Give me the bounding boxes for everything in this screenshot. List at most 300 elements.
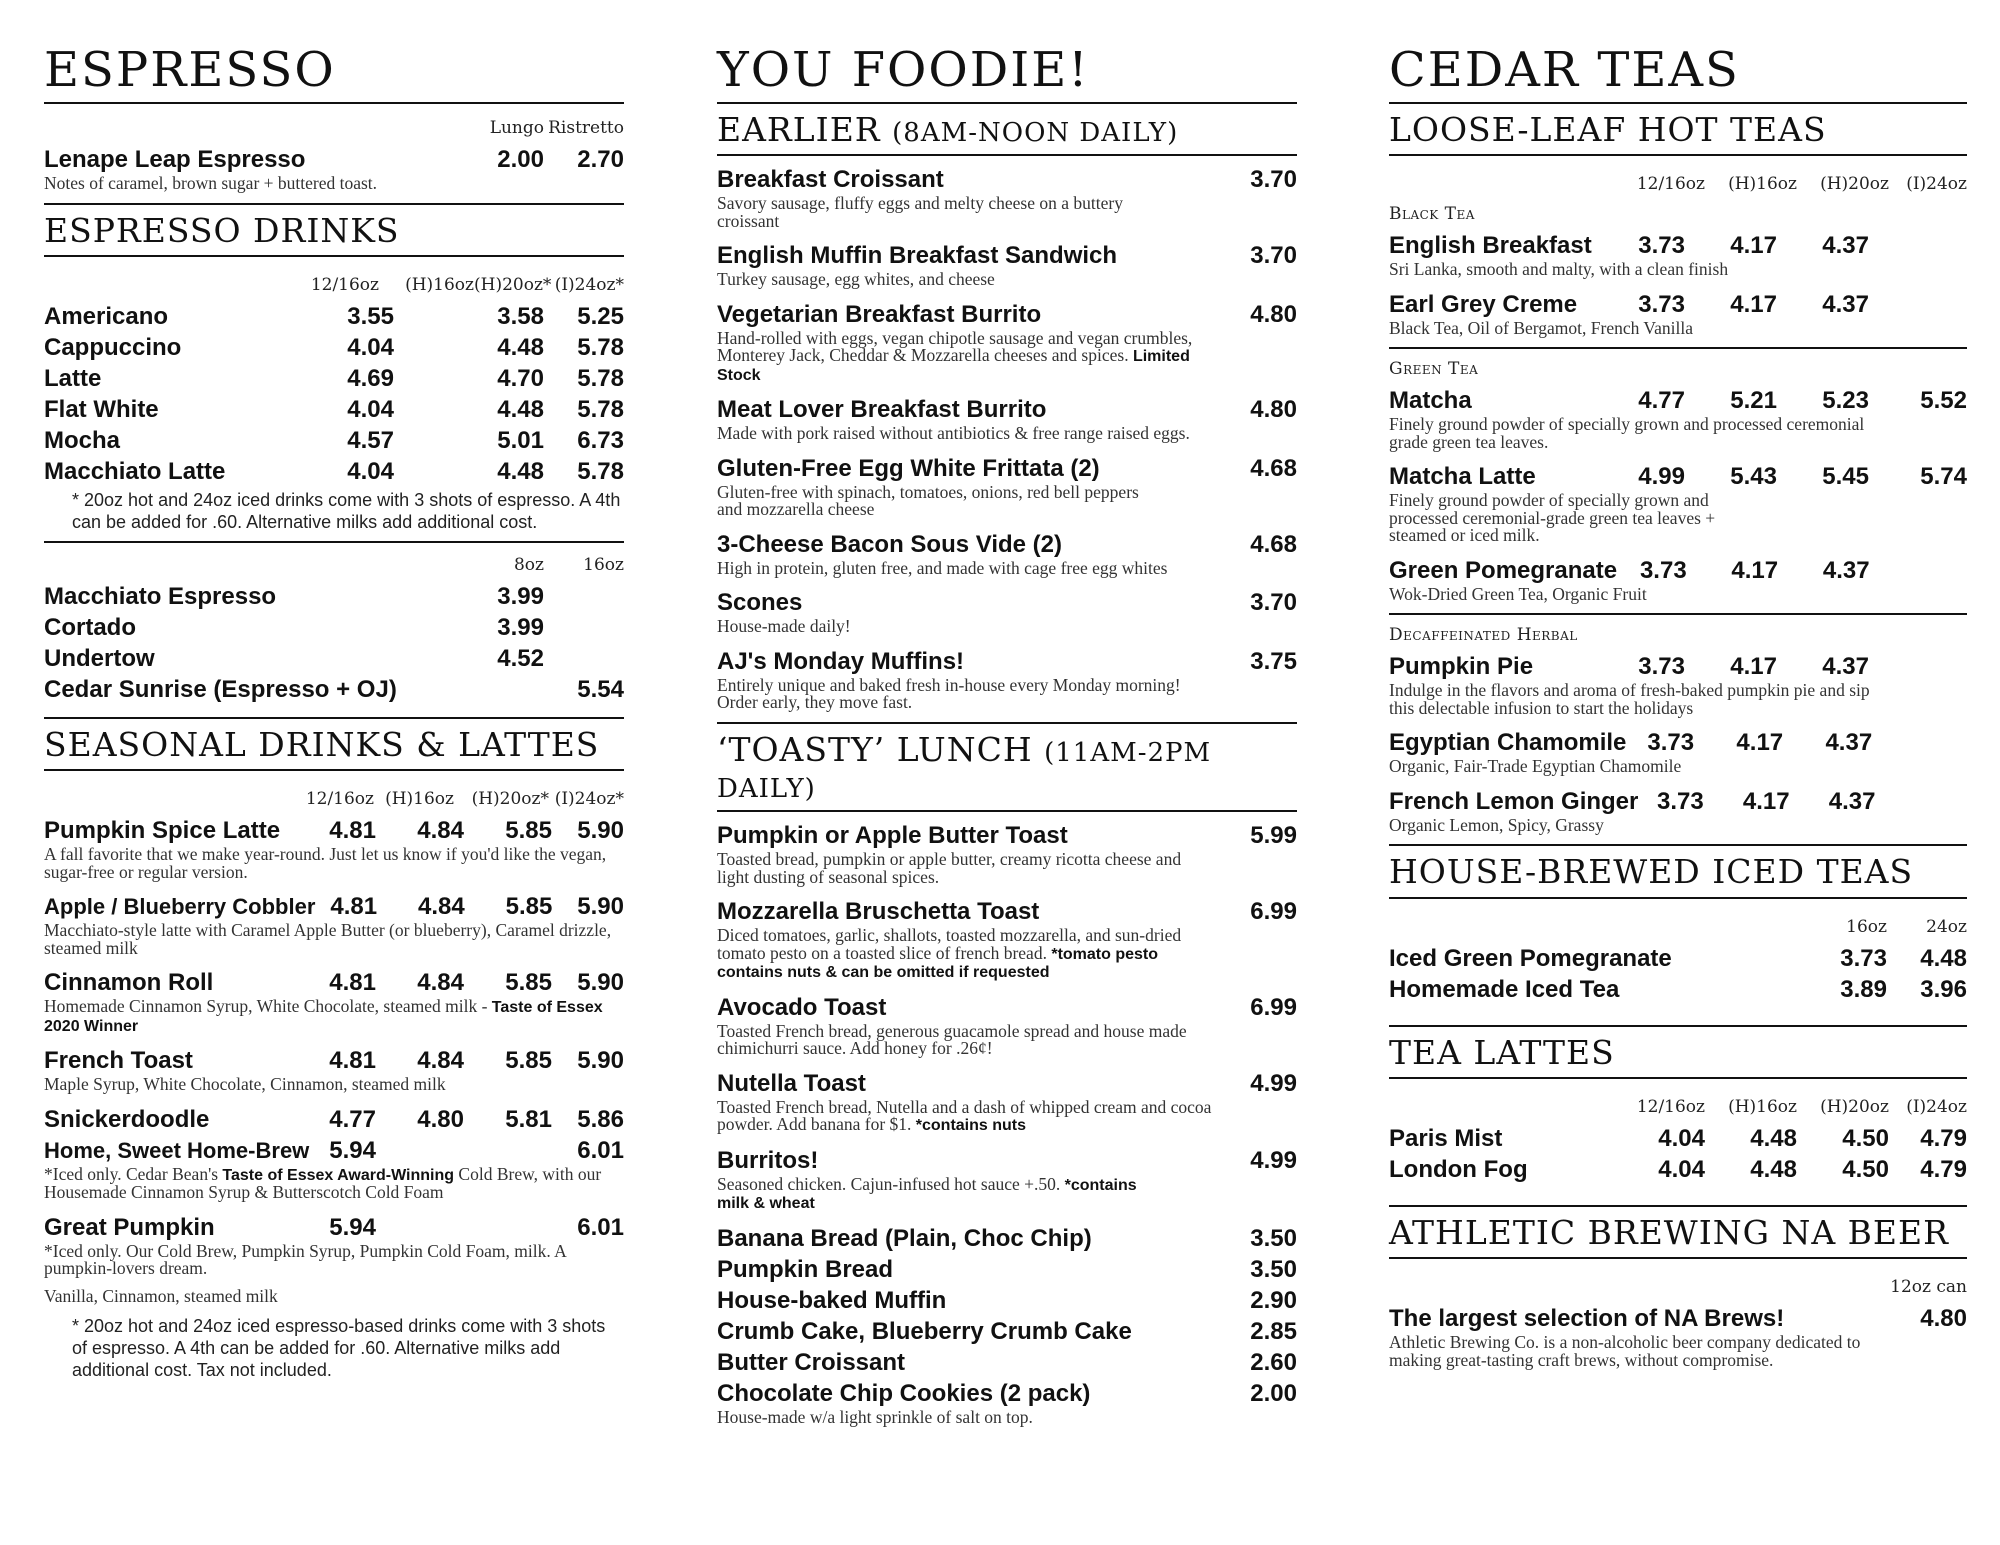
menu-item — [44, 456, 624, 487]
item-price: 3.70 — [1250, 242, 1297, 270]
menu-item — [44, 643, 624, 674]
item-name: Lenape Leap Espresso — [44, 146, 306, 173]
item-price: 4.77 — [329, 1105, 376, 1133]
item-price: 5.90 — [577, 1047, 624, 1075]
item-price: 4.84 — [417, 969, 464, 997]
size-label: (H)16oz — [1728, 174, 1797, 195]
description-text: Seasoned chicken. Cajun-infused hot sauce +.50. — [717, 1173, 1065, 1194]
item-name: Meat Lover Breakfast Burrito — [717, 396, 1047, 424]
na-beer-heading: ATHLETIC BREWING NA BEER — [1389, 1212, 1949, 1252]
item-name: Latte — [44, 364, 102, 392]
menu-item — [44, 581, 624, 612]
divider — [1389, 897, 1967, 899]
item-name: English Breakfast — [1389, 232, 1592, 260]
item-name: Pumpkin Bread — [717, 1255, 894, 1283]
item-price: 5.78 — [577, 364, 624, 392]
item-name: Nutella Toast — [717, 1069, 866, 1097]
item-description — [717, 1096, 1297, 1135]
section-hours: (8AM-NOON DAILY) — [892, 118, 1179, 148]
menu-item — [717, 1145, 1297, 1176]
size-label: 12/16oz — [305, 789, 374, 810]
item-description: House-made daily! — [717, 616, 851, 637]
item-price: 3.99 — [497, 613, 544, 641]
item-price: 4.04 — [1658, 1124, 1705, 1152]
size-label: Lungo — [489, 118, 544, 138]
item-name: Apple / Blueberry Cobbler — [44, 894, 316, 920]
item-price: 4.69 — [347, 364, 394, 392]
menu-item — [717, 453, 1297, 484]
item-price: 5.78 — [577, 333, 624, 361]
item-price: 5.90 — [577, 817, 624, 845]
description-text: Hand-rolled with eggs, vegan chipotle sausage and vegan crumbles, Monterey Jack, Cheddar & Mozzarella cheeses and spices. — [717, 327, 1193, 366]
section-title: ‘TOASTY’ LUNCH — [717, 729, 1033, 769]
description-text: Homemade Cinnamon Syrup, White Chocolate, steamed milk - — [44, 996, 492, 1017]
divider — [1389, 347, 1967, 349]
item-description — [44, 1163, 624, 1203]
size-header — [44, 789, 624, 809]
item-price: 4.84 — [418, 893, 465, 921]
size-label: Ristretto — [548, 118, 624, 138]
divider — [1389, 1205, 1967, 1207]
item-price: 4.04 — [347, 333, 394, 361]
bakery-item — [717, 1378, 1297, 1409]
size-label: (H)20oz* — [474, 274, 552, 295]
item-price: 4.84 — [417, 1047, 464, 1075]
item-name: Breakfast Croissant — [717, 166, 944, 194]
menu-item — [717, 646, 1297, 677]
item-price: 3.75 — [1250, 647, 1297, 675]
divider — [1389, 1077, 1967, 1079]
section-title: EARLIER — [717, 110, 881, 149]
item-price: 5.01 — [497, 426, 544, 454]
item-price: 4.37 — [1822, 653, 1869, 681]
menu-item — [717, 299, 1297, 330]
item-name: Cinnamon Roll — [44, 969, 214, 997]
menu-item — [1389, 289, 1967, 320]
item-name: Cedar Sunrise (Espresso + OJ) — [44, 675, 397, 703]
item-name: The largest selection of NA Brews! — [1389, 1305, 1785, 1333]
item-name: Mozzarella Bruschetta Toast — [717, 898, 1040, 926]
item-name: French Toast — [44, 1047, 193, 1075]
award-text: Taste of Essex Award-Winning — [222, 1166, 455, 1184]
menu-item — [1389, 1154, 1967, 1185]
item-description: Entirely unique and baked fresh in-house every Monday morning! Order early, they move fast. — [717, 674, 1181, 713]
item-price: 4.37 — [1822, 290, 1869, 318]
item-name: Macchiato Latte — [44, 457, 226, 485]
allergen-text: *contains nuts — [915, 1117, 1027, 1135]
item-price: 5.86 — [577, 1105, 624, 1133]
item-price: 4.99 — [1250, 1069, 1297, 1097]
item-name: Iced Green Pomegranate — [1389, 944, 1672, 972]
item-name: Matcha Latte — [1389, 463, 1536, 491]
item-name: Burritos! — [717, 1146, 819, 1174]
size-header — [1389, 174, 1967, 194]
size-label: 12oz can — [1890, 1277, 1967, 1298]
menu-item — [717, 820, 1297, 851]
item-price: 3.73 — [1638, 653, 1685, 681]
size-label: 12/16oz — [1636, 1096, 1705, 1117]
item-price: 4.17 — [1742, 787, 1790, 815]
item-price: 3.70 — [1250, 166, 1297, 194]
divider — [44, 769, 624, 771]
menu-item — [44, 301, 624, 332]
item-price: 4.48 — [1750, 1124, 1797, 1152]
item-price: 4.68 — [1250, 530, 1297, 558]
menu-item — [44, 967, 624, 998]
item-price: 6.73 — [577, 426, 624, 454]
item-name: London Fog — [1389, 1155, 1528, 1183]
menu-item — [44, 1135, 624, 1166]
item-price: 6.99 — [1250, 993, 1297, 1021]
item-price: 5.90 — [577, 893, 624, 921]
item-price: 3.58 — [497, 302, 544, 330]
item-price: 4.17 — [1730, 290, 1777, 318]
menu-item — [44, 363, 624, 394]
size-label: 12/16oz — [310, 274, 379, 295]
item-name: Earl Grey Creme — [1389, 290, 1578, 318]
item-price: 2.00 — [1250, 1379, 1297, 1407]
loose-leaf-heading: LOOSE-LEAF HOT TEAS — [1389, 110, 1827, 149]
item-price: 3.70 — [1250, 589, 1297, 617]
award-text: Taste of Essex 2020 Winner — [44, 999, 603, 1035]
item-name: Green Pomegranate — [1389, 556, 1618, 584]
menu-item — [44, 332, 624, 363]
item-name: Snickerdoodle — [44, 1105, 210, 1133]
size-label: (H)20oz — [1820, 174, 1889, 195]
size-header — [44, 555, 624, 575]
item-price: 4.48 — [497, 457, 544, 485]
item-price: 2.70 — [577, 146, 624, 173]
iced-teas-heading: HOUSE-BREWED ICED TEAS — [1389, 852, 1914, 892]
item-price: 4.04 — [1658, 1155, 1705, 1183]
item-price: 4.48 — [497, 333, 544, 361]
notice-text: Limited Stock — [717, 348, 1190, 384]
allergen-text: *tomato pesto contains nuts & can be omitted if requested — [717, 945, 1159, 982]
item-price: 4.99 — [1638, 463, 1685, 491]
section-hours: (11AM-2PM DAILY) — [717, 737, 1212, 805]
item-description: Toasted French bread, generous guacamole spread and house made chimichurri sauce. Add honey for .26¢! — [717, 1020, 1187, 1059]
item-description: Notes of caramel, brown sugar + buttered toast. — [44, 173, 378, 193]
item-description — [717, 927, 1297, 982]
size-label: (H)16oz — [405, 274, 474, 295]
item-description: Toasted bread, pumpkin or apple butter, creamy ricotta cheese and light dusting of seasonal spices. — [717, 849, 1182, 887]
item-price: 4.17 — [1730, 232, 1777, 260]
menu-item — [44, 144, 624, 175]
menu-item — [1389, 974, 1967, 1005]
item-description: High in protein, gluten free, and made with cage free egg whites — [717, 557, 1168, 578]
item-name: Crumb Cake, Blueberry Crumb Cake — [717, 1317, 1132, 1345]
item-price: 4.48 — [1920, 944, 1967, 972]
item-description: Vanilla, Cinnamon, steamed milk — [44, 1285, 278, 1306]
item-price: 4.04 — [347, 457, 394, 485]
item-description: Savory sausage, fluffy eggs and melty cheese on a buttery croissant — [717, 193, 1123, 231]
item-name: Cappuccino — [44, 333, 182, 361]
item-price: 3.55 — [347, 302, 394, 330]
divider — [717, 722, 1297, 724]
item-price: 5.43 — [1730, 463, 1777, 491]
bakery-item — [717, 1285, 1297, 1316]
size-header — [1389, 917, 1967, 937]
menu-item — [1389, 651, 1967, 682]
item-price: 3.50 — [1250, 1224, 1297, 1252]
size-header — [44, 275, 624, 295]
item-price: 3.73 — [1638, 290, 1685, 318]
menu-item — [44, 1045, 624, 1076]
divider — [1389, 154, 1967, 156]
item-price: 5.85 — [505, 817, 552, 845]
item-price: 5.90 — [577, 969, 624, 997]
item-name: House-baked Muffin — [717, 1286, 947, 1314]
item-description: Turkey sausage, egg whites, and cheese — [717, 269, 995, 290]
item-name: Chocolate Chip Cookies (2 pack) — [717, 1379, 1091, 1407]
item-description: Gluten-free with spinach, tomatoes, onions, red bell peppers and mozzarella cheese — [717, 481, 1139, 520]
item-name: AJ's Monday Muffins! — [717, 647, 965, 675]
tea-category: Black Tea — [1389, 204, 1475, 225]
item-name: Pumpkin or Apple Butter Toast — [717, 822, 1068, 850]
item-name: Macchiato Espresso — [44, 582, 277, 610]
item-price: 4.17 — [1736, 729, 1784, 757]
size-header — [44, 118, 624, 138]
item-price: 2.85 — [1250, 1317, 1297, 1345]
lunch-heading — [717, 729, 1297, 805]
item-price: 4.79 — [1920, 1155, 1967, 1183]
size-label: 12/16oz — [1636, 174, 1705, 195]
espresso-heading: ESPRESSO — [44, 42, 336, 98]
size-label: (I)24oz — [1906, 174, 1967, 195]
item-price: 4.37 — [1822, 556, 1870, 584]
item-price: 2.90 — [1250, 1286, 1297, 1314]
item-name: Scones — [717, 589, 803, 617]
bakery-item — [717, 1223, 1297, 1254]
item-price: 2.00 — [497, 146, 544, 173]
item-name: Undertow — [44, 644, 155, 672]
item-name: Pumpkin Pie — [1389, 653, 1534, 681]
size-label: (H)16oz — [385, 789, 454, 810]
menu-item — [1389, 727, 1967, 758]
menu-item — [44, 815, 624, 846]
divider — [717, 154, 1297, 156]
item-price: 5.99 — [1250, 822, 1297, 850]
item-price: 3.89 — [1840, 975, 1887, 1003]
menu-item — [717, 896, 1297, 927]
item-price: 5.81 — [505, 1105, 552, 1133]
item-price: 4.04 — [347, 395, 394, 423]
menu-item — [717, 394, 1297, 425]
item-price: 5.54 — [577, 675, 624, 703]
menu-item — [44, 1212, 624, 1243]
item-price: 5.85 — [505, 893, 553, 921]
item-price: 4.81 — [329, 817, 376, 845]
column-teas — [1389, 40, 1967, 1379]
item-name: Pumpkin Spice Latte — [44, 817, 281, 845]
menu-item — [44, 674, 624, 705]
item-price: 2.60 — [1250, 1348, 1297, 1376]
size-header — [1389, 1097, 1967, 1117]
item-price: 5.94 — [329, 1213, 376, 1241]
menu-item — [1389, 461, 1967, 492]
item-price: 3.73 — [1638, 232, 1685, 260]
item-price: 6.01 — [577, 1136, 624, 1164]
item-name: Vegetarian Breakfast Burrito — [717, 300, 1042, 328]
item-name: Mocha — [44, 426, 121, 454]
item-description: A fall favorite that we make year-round. Just let us know if you'd like the vegan, sugar-free or regular version. — [44, 844, 607, 882]
item-name: Paris Mist — [1389, 1124, 1503, 1152]
item-description: Indulge in the flavors and aroma of fresh-baked pumpkin pie and sip this delectable infusion to start the holidays — [1389, 680, 1870, 718]
menu-item — [717, 240, 1297, 271]
item-price: 4.80 — [1920, 1305, 1967, 1333]
divider — [44, 102, 624, 104]
menu-item — [44, 425, 624, 456]
size-label: (I)24oz* — [554, 274, 624, 295]
item-price: 4.37 — [1822, 232, 1869, 260]
item-name: Avocado Toast — [717, 993, 887, 1021]
item-description: Sri Lanka, smooth and malty, with a clean finish — [1389, 259, 1729, 280]
item-description: Macchiato-style latte with Caramel Apple Butter (or blueberry), Caramel drizzle, steamed milk — [44, 920, 612, 958]
item-price: 5.94 — [329, 1136, 376, 1164]
menu-item — [717, 164, 1297, 195]
item-price: 5.85 — [505, 969, 552, 997]
item-name: Banana Bread (Plain, Choc Chip) — [717, 1224, 1092, 1252]
item-price: 3.73 — [1657, 787, 1704, 815]
item-name: 3-Cheese Bacon Sous Vide (2) — [717, 530, 1062, 558]
item-description: Wok-Dried Green Tea, Organic Fruit — [1389, 583, 1647, 604]
size-label: (I)24oz — [1906, 1096, 1967, 1117]
item-price: 3.73 — [1647, 729, 1695, 757]
divider — [44, 255, 624, 257]
item-name: Matcha — [1389, 387, 1472, 415]
menu-item — [1389, 385, 1967, 416]
teas-heading: CEDAR TEAS — [1389, 42, 1740, 98]
item-price: 5.78 — [577, 395, 624, 423]
item-name: Gluten-Free Egg White Frittata (2) — [717, 454, 1100, 482]
item-price: 4.81 — [329, 1047, 376, 1075]
item-price: 4.70 — [497, 364, 544, 392]
item-price: 4.48 — [1750, 1155, 1797, 1183]
divider — [1389, 1257, 1967, 1259]
item-description: Athletic Brewing Co. is a non-alcoholic beer company dedicated to making great-tasting craft brews, without compromise. — [1389, 1332, 1861, 1370]
menu-item — [44, 891, 624, 922]
item-price: 4.48 — [497, 395, 544, 423]
menu-item — [1389, 943, 1967, 974]
item-name: Butter Croissant — [717, 1348, 906, 1376]
menu-item — [1389, 230, 1967, 261]
menu-item — [1389, 1303, 1967, 1334]
divider — [1389, 613, 1967, 615]
description-text: Cold Brew, with our Housemade Cinnamon Syrup & Butterscotch Cold Foam — [44, 1163, 602, 1203]
item-price: 5.52 — [1920, 387, 1967, 415]
item-description: Made with pork raised without antibiotics & free range raised eggs. — [717, 423, 1190, 444]
size-label: 16oz — [1846, 916, 1887, 937]
tea-lattes-heading: TEA LATTES — [1389, 1032, 1615, 1072]
item-name: French Lemon Ginger — [1389, 787, 1639, 815]
menu-item — [1389, 555, 1967, 586]
item-price: 3.96 — [1920, 975, 1967, 1003]
item-price: 4.84 — [417, 817, 464, 845]
footnote: * 20oz hot and 24oz iced espresso-based drinks come with 3 shots of espresso. A 4th can be added for .60. Alternative milks add additional cost. Tax not included. — [72, 1316, 606, 1381]
item-description: Finely ground powder of specially grown and processed ceremonial-grade green tea leaves + steamed or iced milk. — [1389, 490, 1716, 546]
item-name: Americano — [44, 302, 169, 330]
item-price: 4.80 — [1250, 300, 1297, 328]
size-label: (H)20oz* — [471, 789, 549, 810]
item-price: 6.01 — [577, 1213, 624, 1241]
item-description: House-made w/a light sprinkle of salt on top. — [717, 1406, 1033, 1427]
divider — [44, 717, 624, 719]
item-price: 4.17 — [1730, 653, 1777, 681]
item-description — [44, 998, 624, 1035]
tea-category: Decaffeinated Herbal — [1389, 625, 1578, 646]
item-price: 5.78 — [577, 457, 624, 485]
description-text: Toasted French bread, Nutella and a dash of whipped cream and cocoa powder. Add banana for $1. — [717, 1096, 1212, 1135]
column-food — [717, 40, 1297, 1436]
divider — [1389, 844, 1967, 846]
item-price: 3.73 — [1840, 944, 1887, 972]
menu-item — [44, 612, 624, 643]
menu-item — [44, 394, 624, 425]
item-name: Egyptian Chamomile — [1389, 729, 1627, 757]
divider — [717, 810, 1297, 812]
divider — [44, 203, 624, 205]
item-price: 4.68 — [1250, 454, 1297, 482]
menu-item — [717, 529, 1297, 560]
item-description: Organic, Fair-Trade Egyptian Chamomile — [1389, 756, 1682, 777]
item-description: *Iced only. Our Cold Brew, Pumpkin Syrup, Pumpkin Cold Foam, milk. A pumpkin-lovers dream. — [44, 1240, 566, 1279]
item-name: Home, Sweet Home-Brew — [44, 1137, 310, 1163]
item-description: Finely ground powder of specially grown and processed ceremonial grade green tea leaves. — [1389, 414, 1865, 452]
item-price: 6.99 — [1250, 898, 1297, 926]
item-price: 5.74 — [1920, 463, 1967, 491]
item-description — [717, 1173, 1297, 1213]
item-description: Black Tea, Oil of Bergamot, French Vanilla — [1389, 317, 1693, 338]
seasonal-heading: SEASONAL DRINKS & LATTES — [44, 724, 600, 764]
size-label: 8oz — [513, 554, 544, 575]
bakery-item — [717, 1254, 1297, 1285]
item-price: 4.37 — [1828, 787, 1876, 815]
item-name: Cortado — [44, 613, 136, 641]
size-label: (I)24oz* — [554, 789, 624, 810]
item-price: 4.57 — [347, 426, 394, 454]
menu-item — [717, 587, 1297, 618]
description-text: Diced tomatoes, garlic, shallots, toasted mozzarella, and sun-dried tomato pesto on a toasted slice of french bread. — [717, 925, 1182, 963]
bakery-item — [717, 1316, 1297, 1347]
item-price: 4.50 — [1842, 1124, 1889, 1152]
menu-item — [44, 1104, 624, 1135]
divider — [1389, 102, 1967, 104]
item-price: 4.17 — [1731, 556, 1779, 584]
item-name: Great Pumpkin — [44, 1213, 215, 1241]
item-price: 4.81 — [330, 893, 378, 921]
item-price: 4.80 — [1250, 396, 1297, 424]
item-price: 4.80 — [417, 1105, 464, 1133]
item-price: 4.99 — [1250, 1146, 1297, 1174]
item-name: English Muffin Breakfast Sandwich — [717, 242, 1118, 270]
size-label: 24oz — [1926, 916, 1967, 937]
earlier-heading — [717, 112, 1297, 148]
item-price: 3.99 — [497, 582, 544, 610]
item-price: 4.52 — [497, 644, 544, 672]
item-price: 5.23 — [1822, 387, 1869, 415]
espresso-drinks-heading: ESPRESSO DRINKS — [44, 210, 400, 250]
item-price: 4.77 — [1638, 387, 1685, 415]
item-price: 4.79 — [1920, 1124, 1967, 1152]
item-price: 3.50 — [1250, 1255, 1297, 1283]
allergen-text: *contains milk & wheat — [717, 1176, 1137, 1213]
column-espresso — [44, 40, 624, 1389]
tea-category: Green Tea — [1389, 359, 1479, 380]
bakery-item — [717, 1347, 1297, 1378]
item-name: Flat White — [44, 395, 159, 423]
footnote: * 20oz hot and 24oz iced drinks come with 3 shots of espresso. A 4th can be added for .60. Alternative milks add additional cost. — [72, 489, 621, 532]
menu-item — [1389, 1123, 1967, 1154]
